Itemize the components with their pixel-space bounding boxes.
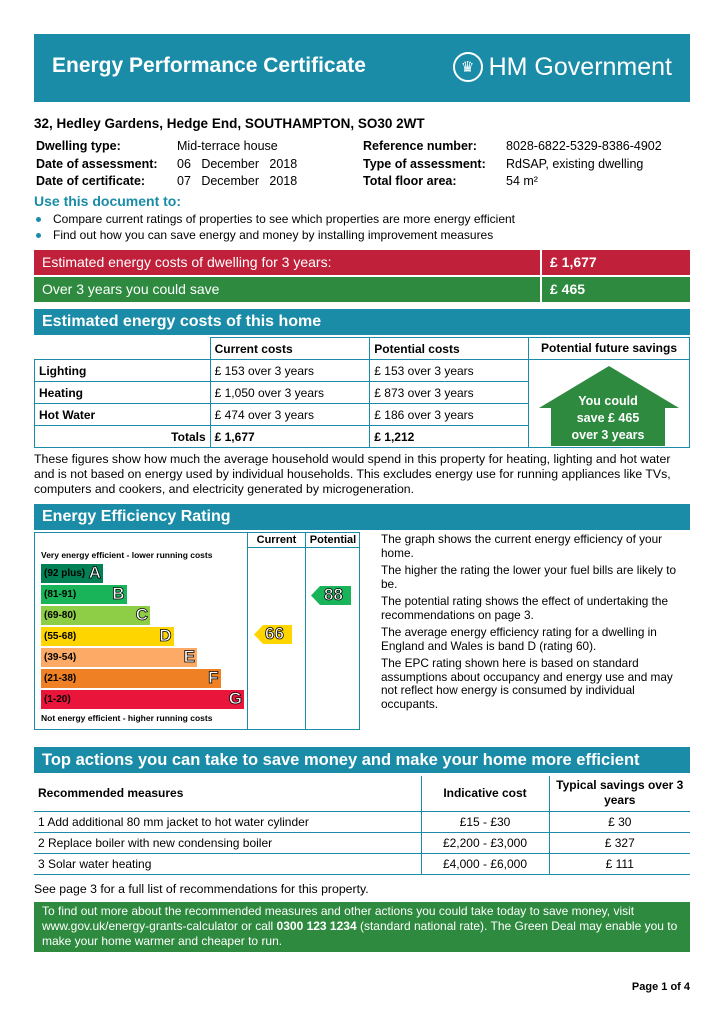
rating-band-f — [41, 669, 221, 688]
rating-band-g — [41, 690, 244, 709]
assessment-date-label: Date of assessment: — [36, 156, 158, 171]
band-range: (21-38) — [44, 673, 77, 684]
row-current: £ 1,050 over 3 years — [210, 382, 370, 404]
rating-band-e — [41, 648, 197, 667]
row-potential: £ 186 over 3 years — [370, 404, 529, 426]
page-number: Page 1 of 4 — [631, 981, 690, 993]
potential-costs-header: Potential costs — [370, 338, 529, 360]
row-potential: £ 153 over 3 years — [370, 360, 529, 382]
assessment-type-label: Type of assessment: — [363, 156, 486, 171]
top-efficiency-label: Very energy efficient - lower running costs — [41, 550, 213, 560]
header-banner — [34, 34, 690, 102]
reference-value: 8028-6822-5329-8386-4902 — [506, 139, 662, 153]
future-savings-header: Potential future savings — [529, 338, 689, 360]
band-range: (69-80) — [44, 610, 77, 621]
band-letter: D — [159, 626, 172, 645]
potential-rating-value: 88 — [324, 584, 343, 604]
reference-label: Reference number: — [363, 139, 477, 153]
certificate-date-label: Date of certificate: — [36, 174, 146, 188]
rating-band-b — [41, 585, 127, 604]
actions-table — [34, 776, 690, 875]
costs-section-title: Estimated energy costs of this home — [34, 309, 690, 335]
cost-header: Indicative cost — [421, 776, 549, 811]
efficiency-note: The higher the rating the lower your fuel bills are likely to be. — [381, 563, 677, 591]
band-range: (92 plus) — [44, 568, 86, 579]
row-potential: £ 873 over 3 years — [370, 382, 529, 404]
band-letter: G — [228, 689, 242, 708]
potential-rating-arrow — [311, 586, 351, 605]
totals-row — [35, 426, 529, 448]
rating-band-d — [41, 627, 174, 646]
future-savings-panel — [529, 337, 690, 448]
measure: 3 Solar water heating — [34, 853, 421, 874]
hm-government-logo — [453, 52, 672, 82]
gov-label: HM Government — [488, 52, 672, 81]
measure-saving: £ 111 — [549, 853, 690, 874]
property-address: 32, Hedley Gardens, Hedge End, SOUTHAMPTON, SO30 2WT — [34, 116, 425, 131]
bullet-icon — [36, 233, 41, 238]
band-letter: B — [112, 584, 125, 603]
efficiency-note: The graph shows the current energy efficiency of your home. — [381, 532, 663, 560]
costs-note: These figures show how much the average household would spend in this property for heating, lighting and hot water and is not based on energy used by individual households. This excludes energy use for running appliances like TVs, computers and cookers, and electricity generated by microgeneration. — [34, 452, 671, 496]
table-row — [35, 382, 529, 404]
list-item: Compare current ratings of properties to see which properties are more energy efficient — [36, 212, 515, 228]
efficiency-note: The potential rating shows the effect of undertaking the recommendations on page 3. — [381, 594, 669, 622]
estimated-cost-label: Estimated energy costs of dwelling for 3 years: — [34, 250, 542, 275]
totals-potential: £ 1,212 — [370, 426, 529, 448]
use-document-title: Use this document to: — [34, 193, 182, 209]
actions-section-title: Top actions you can take to save money and make your home more efficient — [34, 747, 690, 773]
measure-cost: £4,000 - £6,000 — [421, 853, 549, 874]
totals-label: Totals — [35, 426, 211, 448]
current-column-header: Current — [256, 534, 297, 546]
current-rating-arrow — [254, 625, 292, 644]
current-rating-value: 66 — [265, 624, 284, 643]
measure: 1 Add additional 80 mm jacket to hot water cylinder — [34, 811, 421, 832]
efficiency-section-title: Energy Efficiency Rating — [34, 504, 690, 530]
measures-header: Recommended measures — [34, 776, 421, 811]
efficiency-note: The EPC rating shown here is based on standard assumptions about occupancy and energy use and may not reflect how energy is consumed by individual occupants. — [381, 656, 673, 711]
details-right — [363, 138, 662, 191]
dwelling-type-value: Mid-terrace house — [177, 139, 278, 153]
band-range: (81-91) — [44, 589, 77, 600]
measure: 2 Replace boiler with new condensing boiler — [34, 832, 421, 853]
row-current: £ 474 over 3 years — [210, 404, 370, 426]
measure-saving: £ 30 — [549, 811, 690, 832]
band-letter: A — [88, 563, 101, 582]
estimated-cost-value: £ 1,677 — [550, 254, 597, 270]
efficiency-note: The average energy efficiency rating for a dwelling in England and Wales is band D (rating 60). — [381, 625, 657, 653]
savings-label: Over 3 years you could save — [34, 277, 542, 302]
row-name: Lighting — [35, 360, 211, 382]
band-range: (39-54) — [44, 652, 77, 663]
assessment-date-value: 06 December 2018 — [177, 156, 298, 171]
bullet-icon — [36, 217, 41, 222]
savings-bar — [34, 277, 690, 302]
band-range: (1-20) — [44, 694, 71, 705]
more-info-box: To find out more about the recommended measures and other actions you could take today to save money, visit www.gov.uk/energy-grants-calculator or call 0300 123 1234 (standard national rate). The Green Deal may enable you to make your home warmer and cheaper to run. — [34, 902, 690, 952]
rating-band-c — [41, 606, 150, 625]
band-letter: E — [183, 647, 195, 666]
dwelling-type-label: Dwelling type: — [36, 139, 121, 153]
table-header-row — [34, 776, 690, 811]
savings-arrow-text: You could save £ 465 over 3 years — [571, 394, 645, 442]
costs-table — [34, 337, 529, 448]
table-row — [34, 853, 690, 874]
details-left — [36, 138, 297, 191]
measure-cost: £15 - £30 — [421, 811, 549, 832]
measure-saving: £ 327 — [549, 832, 690, 853]
estimated-cost-bar — [34, 250, 690, 275]
use-document-list — [36, 212, 515, 243]
page-title: Energy Performance Certificate — [52, 54, 366, 77]
band-letter: C — [135, 605, 148, 624]
rating-band-a — [41, 564, 103, 583]
row-name: Hot Water — [35, 404, 211, 426]
table-row — [34, 832, 690, 853]
current-costs-header: Current costs — [210, 338, 370, 360]
bottom-efficiency-label: Not energy efficient - higher running costs — [41, 713, 213, 723]
totals-current: £ 1,677 — [210, 426, 370, 448]
band-letter: F — [208, 668, 219, 687]
efficiency-notes — [381, 533, 691, 715]
certificate-date-value: 07 December 2018 — [177, 174, 298, 188]
crest-icon: ♛ — [453, 52, 483, 82]
assessment-type-value: RdSAP, existing dwelling — [506, 156, 644, 171]
row-name: Heating — [35, 382, 211, 404]
savings-header: Typical savings over 3 years — [549, 776, 690, 811]
see-page-note: See page 3 for a full list of recommendations for this property. — [34, 882, 369, 896]
band-range: (55-68) — [44, 631, 77, 642]
table-row — [34, 811, 690, 832]
measure-cost: £2,200 - £3,000 — [421, 832, 549, 853]
potential-column-header: Potential — [309, 534, 357, 546]
row-current: £ 153 over 3 years — [210, 360, 370, 382]
table-header-row — [35, 338, 529, 360]
table-row — [35, 360, 529, 382]
table-row — [35, 404, 529, 426]
energy-rating-graph — [34, 532, 360, 730]
list-item: Find out how you can save energy and money by installing improvement measures — [36, 228, 515, 244]
savings-value: £ 465 — [550, 281, 586, 297]
floor-area-label: Total floor area: — [363, 174, 457, 188]
grants-link[interactable]: www.gov.uk/energy-grants-calculator or call — [42, 919, 277, 933]
phone-number: 0300 123 1234 — [276, 919, 357, 933]
floor-area-value: 54 m² — [506, 174, 538, 188]
